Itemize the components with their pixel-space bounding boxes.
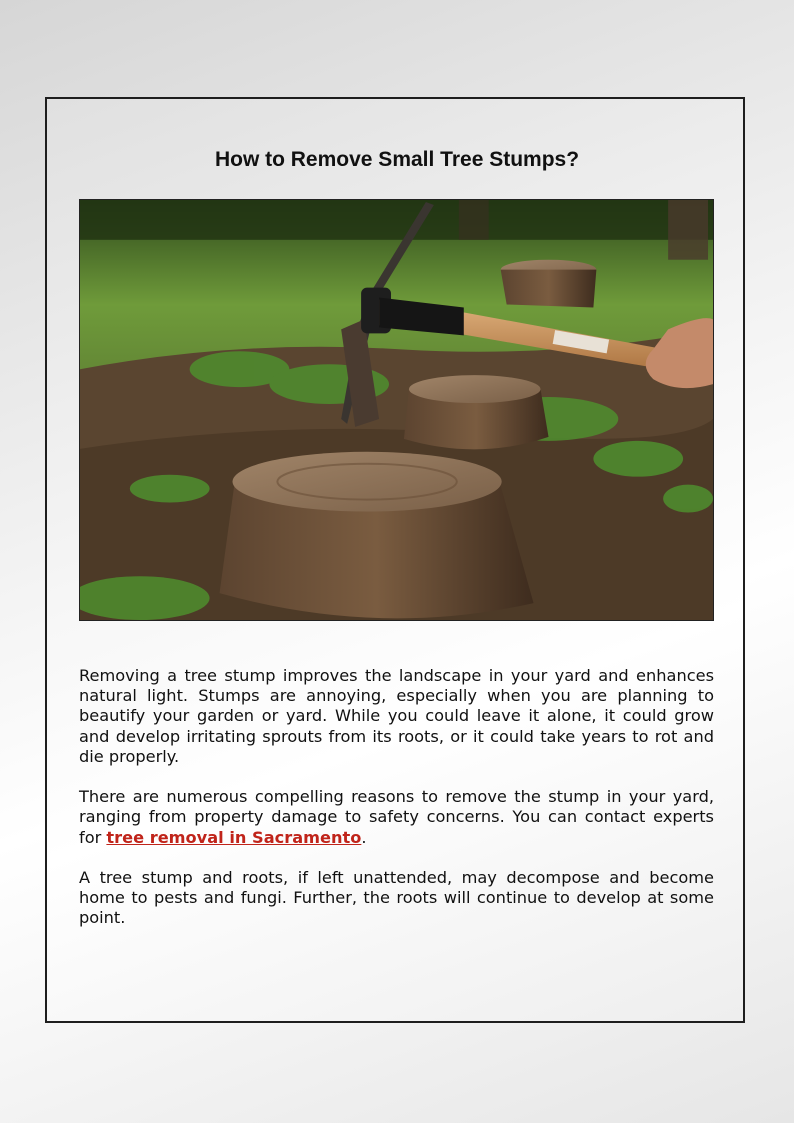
- article-body: [79, 666, 714, 949]
- stump-photo-illustration: [80, 200, 713, 620]
- paragraph-reasons-text: There are numerous compelling reasons to remove the stump in your yard, ranging from property damage to safety concerns. You can contact experts for: [79, 787, 714, 847]
- paragraph-decompose: A tree stump and roots, if left unattended, may decompose and become home to pests and fungi. Further, the roots will continue to develop at some point.: [79, 868, 714, 928]
- stump-photo: [79, 199, 714, 621]
- paragraph-intro: Removing a tree stump improves the landscape in your yard and enhances natural light. Stumps are annoying, especially when you are planning to beautify your garden or yard. While you could leave it alone, it could grow and develop irritating sprouts from its roots, or it could take years to rot and die properly.: [79, 666, 714, 766]
- tree-removal-link[interactable]: tree removal in Sacramento: [106, 827, 362, 847]
- page-title: How to Remove Small Tree Stumps?: [214, 148, 580, 171]
- paragraph-reasons: [79, 787, 714, 848]
- paragraph-reasons-end: .: [361, 827, 367, 847]
